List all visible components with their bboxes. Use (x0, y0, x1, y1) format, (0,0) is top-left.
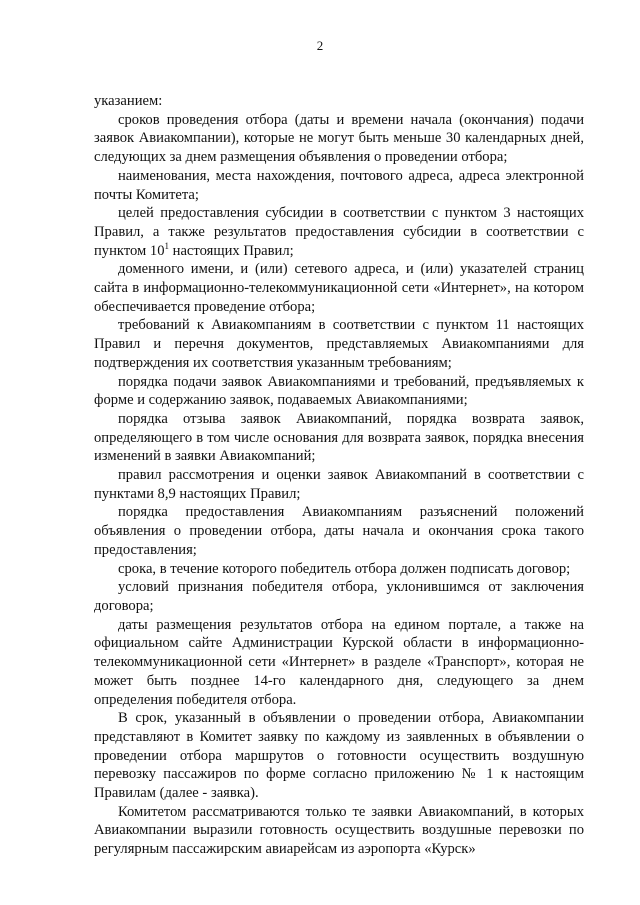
item-goals-tail: настоящих Правил; (169, 242, 294, 259)
paragraph-item-withdrawal-order: порядка отзыва заявок Авиакомпаний, порядка возврата заявок, определяющего в том числе основания для возврата заявок, порядка внесения изменений в заявки Авиакомпаний; (94, 410, 584, 465)
paragraph-item-evasion-conditions: условий признания победителя отбора, уклонившимся от заключения договора; (94, 579, 584, 614)
paragraph-item-subsidy-goals (94, 204, 584, 260)
item-goals-superscript: 1 (164, 240, 169, 251)
paragraph-item-committee-address: наименования, места нахождения, почтового адреса, адреса электронной почты Комитета; (94, 167, 584, 203)
paragraph-item-requirements: требований к Авиакомпаниям в соответствии с пунктом 11 настоящих Правил и перечня документов, представляемых Авиакомпаниями для подтверждения их соответствия указанным требованиям; (94, 317, 584, 371)
paragraph-item-contract-term: срока, в течение которого победитель отбора должен подписать договор; (118, 560, 571, 577)
paragraph-item-domain-name: доменного имени, и (или) сетевого адреса, и (или) указателей страниц сайта в информационно-телекоммуникационной сети «Интернет», на котором обеспечивается проведение отбора; (94, 261, 584, 315)
item-goals-text: целей предоставления субсидии в соответствии с пунктом 3 настоящих Правил, а также результатов предоставления субсидии в соответствии с пунктом 10 (94, 205, 584, 259)
paragraph-review: Комитетом рассматриваются только те заявки Авиакомпаний, в которых Авиакомпании выразили готовность осуществить воздушные перевозки по регулярным пассажирским авиарейсам из аэропорта «Курск» (94, 803, 584, 858)
paragraph-item-results-date: даты размещения результатов отбора на едином портале, а также на официальном сайте Администрации Курской области в информационно-телекоммуникационной сети «Интернет» в разделе «Транспорт», которая не может быть позднее 14-го календарного дня, следующего за днем определения победителя отбора. (94, 616, 584, 708)
document-body (94, 92, 584, 859)
paragraph-item-review-rules: правил рассмотрения и оценки заявок Авиакомпаний в соответствии с пунктами 8,9 настоящих Правил; (94, 467, 584, 502)
paragraph-application: В срок, указанный в объявлении о проведении отбора, Авиакомпании представляют в Комитет заявку по каждому из заявленных в объявлении о проведении отбора маршрутов о готовности осуществить воздушную перевозку пассажиров по форме согласно приложению № 1 к настоящим Правилам (далее - заявка). (94, 710, 584, 802)
paragraph-lead: указанием: (94, 93, 163, 109)
paragraph-item-deadlines: сроков проведения отбора (даты и времени начала (окончания) подачи заявок Авиакомпании), которые не могут быть меньше 30 календарных дней, следующих за днем размещения объявления о проведении отбора; (94, 111, 584, 166)
page-number: 2 (316, 38, 324, 53)
paragraph-item-submission-order: порядка подачи заявок Авиакомпаниями и требований, предъявляемых к форме и содержанию заявок, подаваемых Авиакомпаниями; (94, 373, 584, 409)
paragraph-item-clarifications: порядка предоставления Авиакомпаниям разъяснений положений объявления о проведении отбора, даты начала и окончания срока такого предоставления; (94, 504, 584, 558)
